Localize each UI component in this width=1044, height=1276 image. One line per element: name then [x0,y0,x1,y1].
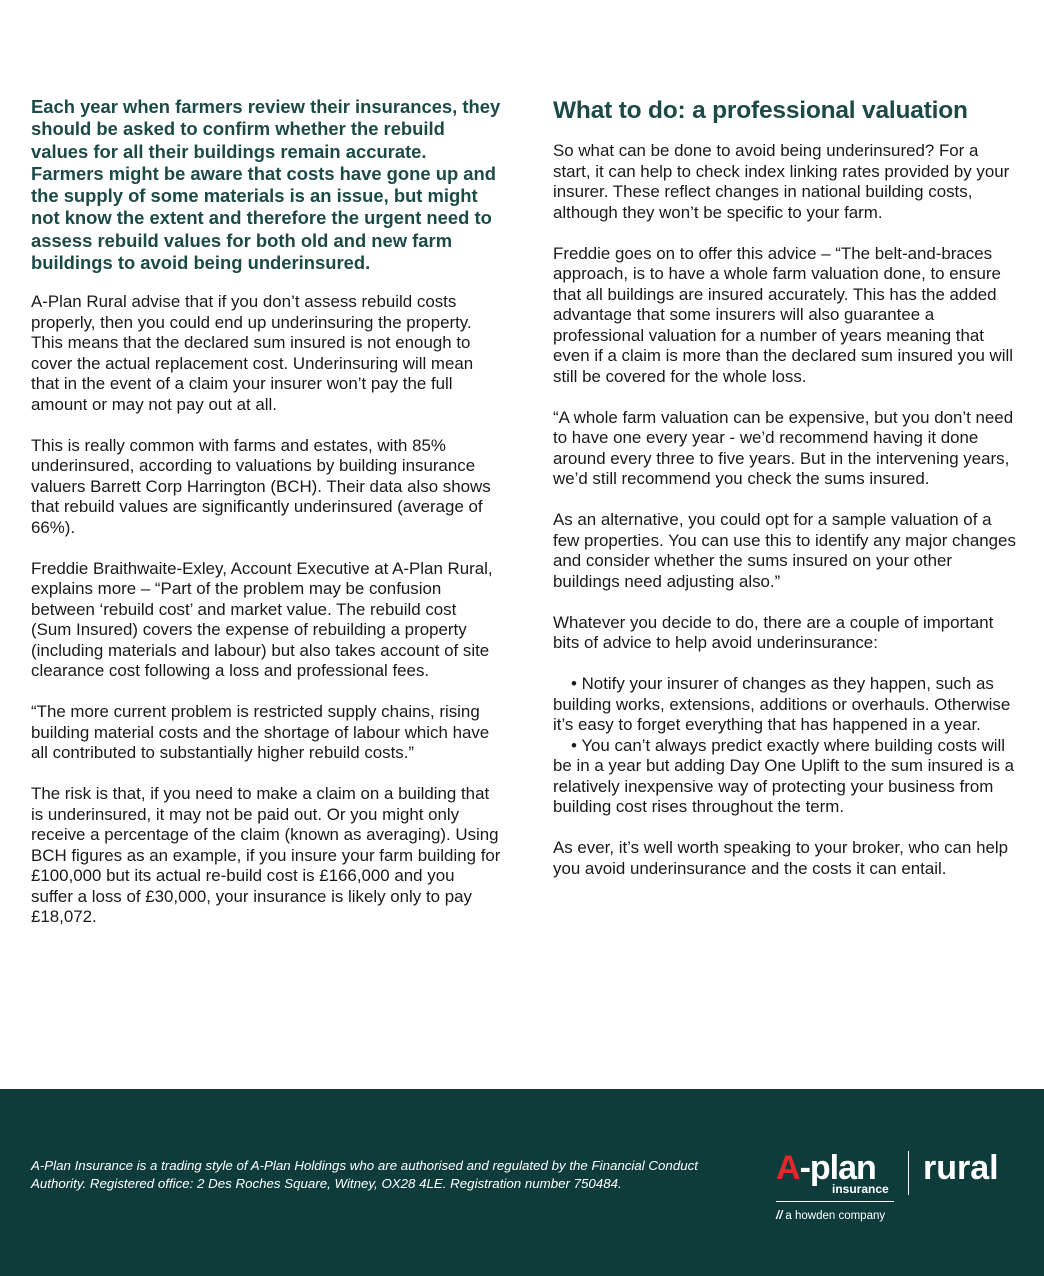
aplan-rural-logo [776,1149,1016,1229]
body-paragraph: The risk is that, if you need to make a claim on a building that is underinsured, it may not be paid out. Or you might only receive a percentage of the claim (known as averaging). Using BCH figures as an example, if you insure your farm building for £100,000 but its actual re-build cost is £166,000 and you suffer a loss of £30,000, your insurance is likely only to pay £18,072. [31,784,501,927]
lead-paragraph: Each year when farmers review their insurances, they should be asked to confirm whether the rebuild values for all their buildings remain accurate. Farmers might be aware that costs have gone up and the supply of some materials is an issue, but might not know the extent and therefore the urgent need to assess rebuild values for both old and new farm buildings to avoid being underinsured. [31,96,501,274]
logo-insurance-text: insurance [832,1182,889,1196]
logo-plan-text: -plan [799,1149,876,1187]
body-paragraph: As an alternative, you could opt for a sample valuation of a few properties. You can use this to identify any major changes and consider whether the sums insured on your other buildings need adjusting also.” [553,510,1016,591]
body-paragraph: Whatever you decide to do, there are a couple of important bits of advice to help avoid underinsurance: [553,612,994,652]
body-paragraph: “A whole farm valuation can be expensive, but you don’t need to have one every year - we’d recommend having it done around every three to five years. But in the intervening years, we’d still recommend you check the sums insured. [553,407,1014,488]
logo-rural-text: rural [923,1149,999,1187]
logo-divider [908,1151,909,1195]
body-paragraph: Freddie goes on to offer this advice – “The belt-and-braces approach, is to have a whole farm valuation done, to ensure that all buildings are insured accurately. This has the added advantage that some insurers will also guarantee a professional valuation for a number of years meaning that even if a claim is more than the declared sum insured you will still be covered for the whole loss. [553,243,1014,386]
logo-underline [776,1201,894,1202]
howden-tagline [776,1209,885,1223]
section-heading: What to do: a professional valuation [553,97,968,124]
body-paragraph: Freddie Braithwaite-Exley, Account Executive at A-Plan Rural, explains more – “Part of the problem may be confusion between ‘rebuild cost’ and market value. The rebuild cost (Sum Insured) covers the expense of rebuilding a property (including materials and labour) but also takes account of site clearance cost following a loss and professional fees. [31,558,493,681]
howden-text: a howden company [785,1210,886,1222]
left-column [31,96,501,948]
body-paragraph: This is really common with farms and estates, with 85% underinsured, according to valuations by building insurance valuers Barrett Corp Harrington (BCH). Their data also shows that rebuild values are significantly underinsured (average of 66%). [31,435,491,537]
body-paragraph: A-Plan Rural advise that if you don’t assess rebuild costs properly, then you could end up underinsuring the property. This means that the declared sum insured is not enough to cover the actual replacement cost. Underinsuring will mean that in the event of a claim your insurer won’t pay the full amount or may not pay out at all. [31,292,474,414]
list-item: • Notify your insurer of changes as they happen, such as building works, extensions, additions or overhauls. Otherwise it’s easy to forget everything that has happened in a year. [553,674,1018,736]
howden-mark-icon: // [776,1210,783,1222]
legal-disclaimer: A-Plan Insurance is a trading style of A-Plan Holdings who are authorised and regulated by the Financial Conduct Authority. Registered office: 2 Des Roches Square, Witney, OX28 4LE. Registration number 750484. [31,1158,698,1191]
body-paragraph: “The more current problem is restricted supply chains, rising building material costs and the shortage of labour which have all contributed to substantially higher rebuild costs.” [31,702,490,763]
list-item: • You can’t always predict exactly where building costs will be in a year but adding Day One Uplift to the sum insured is a relatively inexpensive way of protecting your business from building cost rises throughout the term. [553,736,1018,818]
logo-a-letter: A [776,1149,800,1187]
advice-list [553,674,1018,818]
closing-paragraph: As ever, it’s well worth speaking to your broker, who can help you avoid underinsurance and the costs it can entail. [553,838,1009,878]
right-column [553,96,1018,900]
footer [0,1089,1044,1276]
body-paragraph: So what can be done to avoid being underinsured? For a start, it can help to check index linking rates provided by your insurer. These reflect changes in national building costs, although they won’t be specific to your farm. [553,141,1010,222]
